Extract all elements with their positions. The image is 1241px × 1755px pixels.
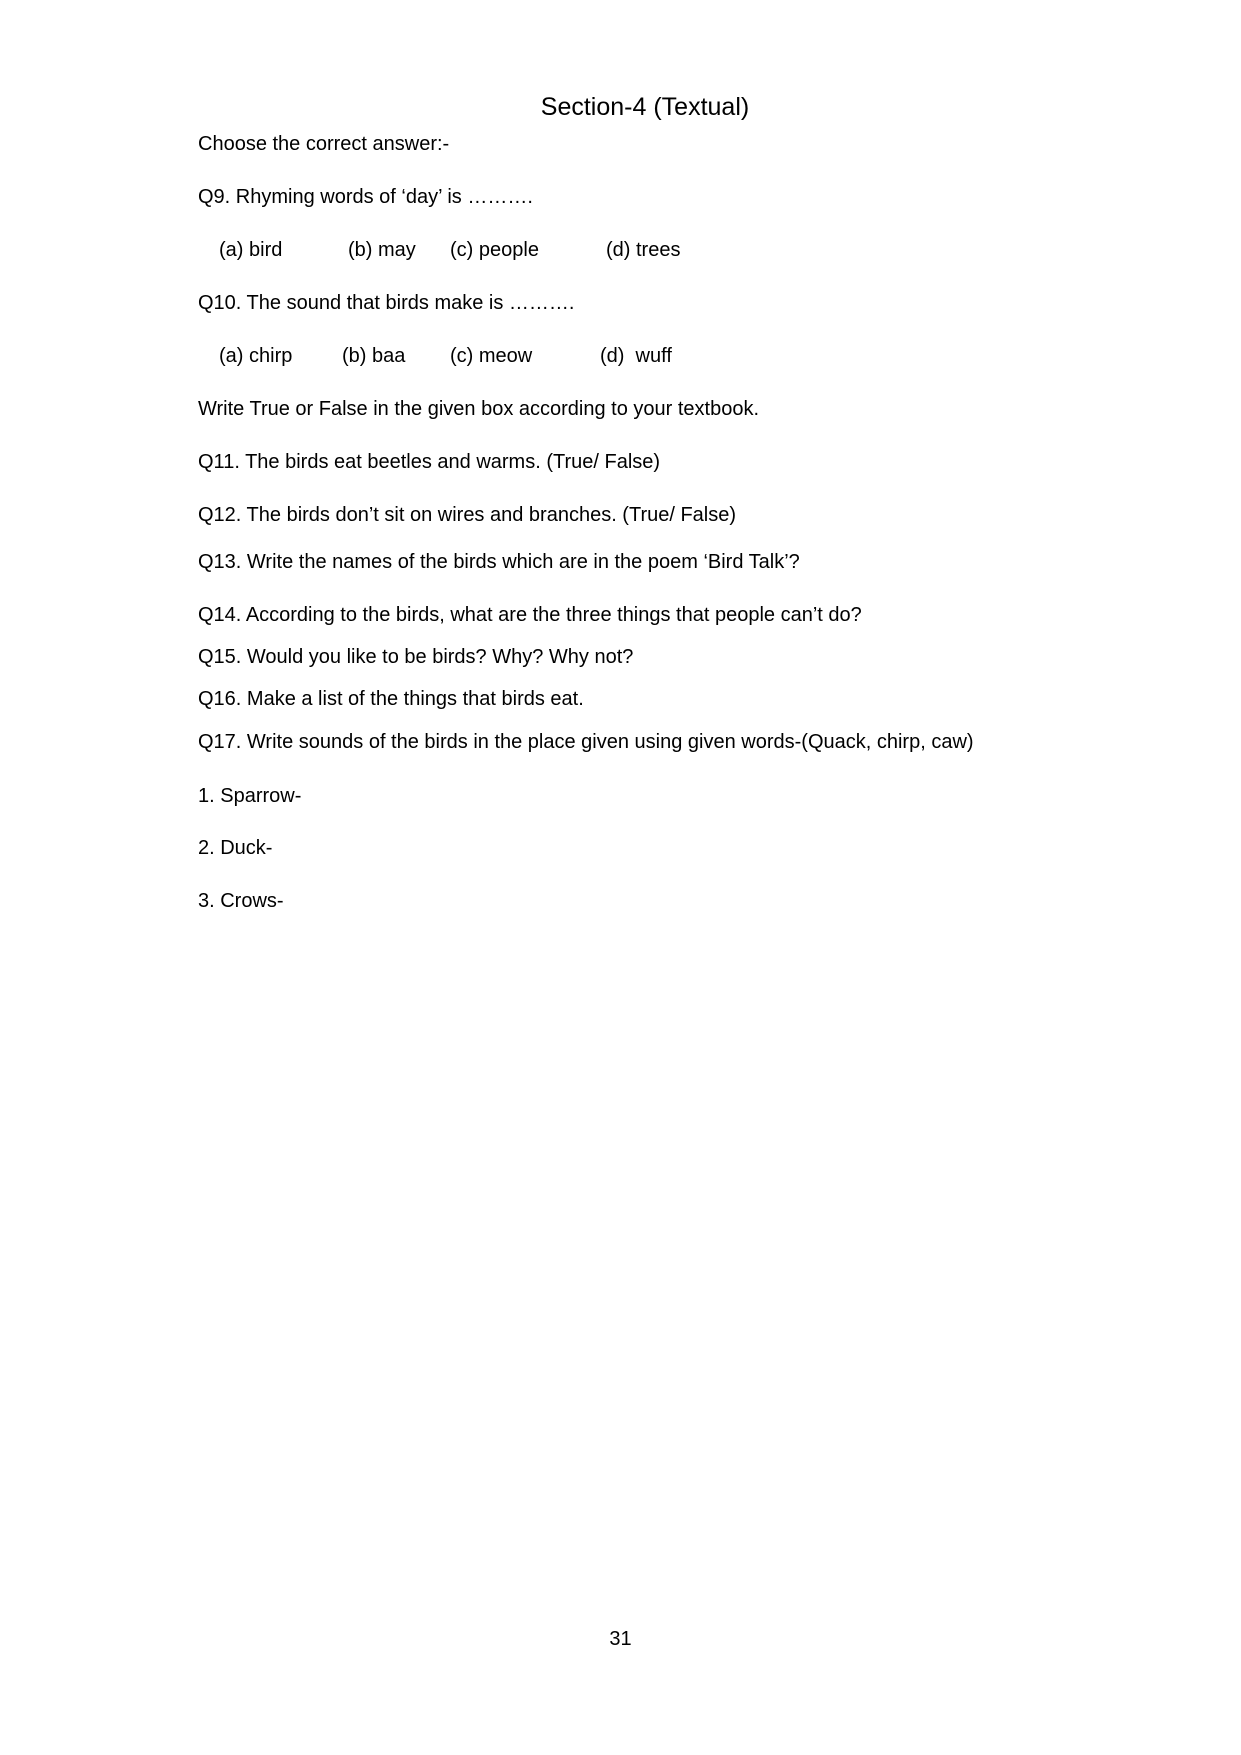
question-10: Q10. The sound that birds make is ………. — [198, 292, 575, 314]
q17-item-crows: 3. Crows- — [198, 890, 284, 912]
q10-option-a: (a) chirp — [219, 345, 293, 367]
q9-option-d: (d) trees — [606, 239, 681, 261]
question-12: Q12. The birds don’t sit on wires and branches. (True/ False) — [198, 504, 737, 526]
section-title: Section-4 (Textual) — [540, 93, 750, 121]
question-17: Q17. Write sounds of the birds in the place given using given words-(Quack, chirp, caw) — [198, 731, 974, 753]
question-11: Q11. The birds eat beetles and warms. (True/ False) — [198, 451, 661, 473]
page-number: 31 — [609, 1628, 632, 1650]
q10-option-b: (b) baa — [342, 345, 406, 367]
instruction-choose-answer: Choose the correct answer:- — [198, 133, 450, 155]
q17-item-sparrow: 1. Sparrow- — [198, 785, 302, 807]
q17-item-duck: 2. Duck- — [198, 837, 273, 859]
q9-option-a: (a) bird — [219, 239, 283, 261]
question-15: Q15. Would you like to be birds? Why? Why not? — [198, 646, 634, 668]
q10-option-c: (c) meow — [450, 345, 533, 367]
q9-option-b: (b) may — [348, 239, 416, 261]
question-16: Q16. Make a list of the things that birds eat. — [198, 688, 584, 710]
question-13: Q13. Write the names of the birds which are in the poem ‘Bird Talk’? — [198, 551, 800, 573]
question-9: Q9. Rhyming words of ‘day’ is ………. — [198, 186, 533, 208]
instruction-true-false: Write True or False in the given box according to your textbook. — [198, 398, 760, 420]
q9-option-c: (c) people — [450, 239, 539, 261]
question-14: Q14. According to the birds, what are the three things that people can’t do? — [198, 604, 862, 626]
q10-option-d: (d) wuff — [600, 345, 672, 367]
